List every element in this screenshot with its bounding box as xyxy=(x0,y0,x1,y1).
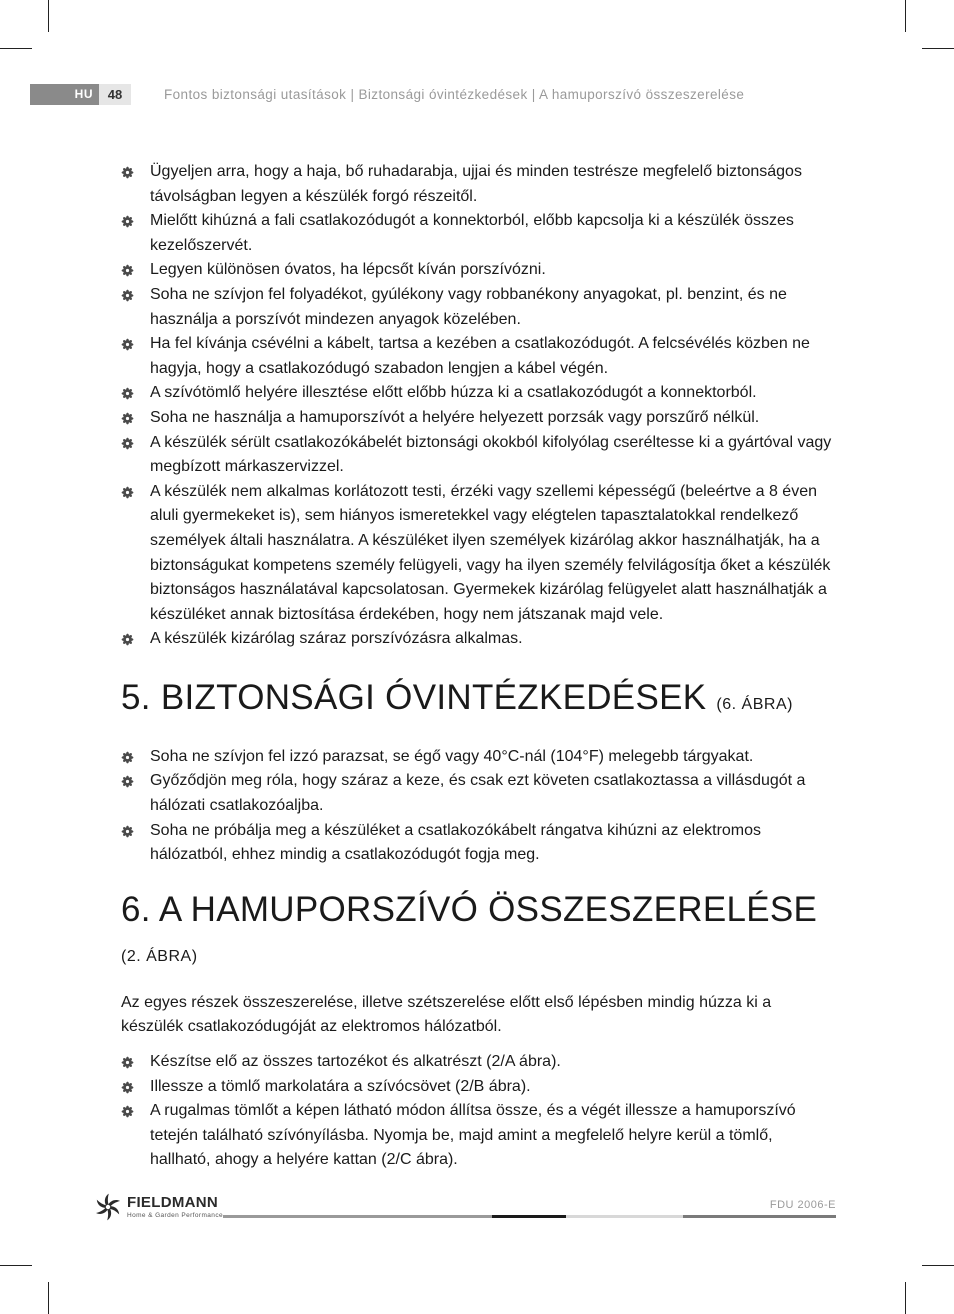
list-item xyxy=(121,381,836,406)
section-heading xyxy=(121,678,836,725)
list-item-text: Soha ne szívjon fel izzó parazsat, se égő vagy 40°C-nál (104°F) melegebb tárgyakat. xyxy=(150,747,754,765)
list-item xyxy=(121,769,836,818)
bullet-flower-icon xyxy=(121,387,134,400)
footer-rule xyxy=(566,1215,683,1218)
list-item xyxy=(121,431,836,480)
language-tab xyxy=(30,84,99,105)
precautions-list xyxy=(121,745,836,868)
list-item-text: Mielőtt kihúzná a fali csatlakozódugót a konnektorból, előbb kapcsolja ki a készülék összes kezelőszervét. xyxy=(150,212,794,254)
list-item-text: Illessze a tömlő markolatára a szívócsövet (2/B ábra). xyxy=(150,1077,531,1095)
brand-tagline: Home & Garden Performance xyxy=(127,1212,223,1219)
list-item xyxy=(121,480,836,628)
list-item-text: A készülék sérült csatlakozókábelét biztonsági okokból kifolyólag cseréltesse ki a gyártóval vagy megbízott márkaszervizzel. xyxy=(150,433,832,476)
running-head: Fontos biztonsági utasítások | Biztonsági óvintézkedések | A hamuporszívó összeszerelése xyxy=(164,87,745,102)
list-item-text: A készülék kizárólag száraz porszívózásra alkalmas. xyxy=(150,630,523,648)
bullet-flower-icon xyxy=(121,215,134,228)
crop-mark xyxy=(48,1282,49,1314)
figure-reference: (2. ÁBRA) xyxy=(121,947,198,965)
crop-mark xyxy=(922,48,954,49)
bullet-flower-icon xyxy=(121,775,134,788)
crop-mark xyxy=(922,1265,954,1266)
model-code: FDU 2006-E xyxy=(769,1199,836,1211)
footer-rule xyxy=(223,1215,492,1218)
figure-reference: (6. ÁBRA) xyxy=(716,695,793,713)
crop-mark xyxy=(905,1282,906,1314)
list-item xyxy=(121,160,836,209)
bullet-flower-icon xyxy=(121,1105,134,1118)
list-item-text: A szívótömlő helyére illesztése előtt előbb húzza ki a csatlakozódugót a konnektorból. xyxy=(150,384,757,402)
bullet-flower-icon xyxy=(121,1081,134,1094)
list-item-text: Soha ne próbálja meg a készüléket a csatlakozókábelt rángatva kihúzni az elektromos hálózatból, ehhez mindig a csatlakozódugót fogja meg. xyxy=(150,821,762,864)
bullet-flower-icon xyxy=(121,1056,134,1069)
brand-logo xyxy=(93,1192,223,1224)
section-heading xyxy=(121,890,836,977)
bullet-flower-icon xyxy=(121,289,134,302)
bullet-flower-icon xyxy=(121,412,134,425)
list-item xyxy=(121,819,836,868)
list-item xyxy=(121,1050,836,1075)
page-number: 48 xyxy=(107,87,123,102)
bullet-flower-icon xyxy=(121,264,134,277)
footer-rule xyxy=(492,1215,566,1218)
crop-mark xyxy=(0,1265,32,1266)
section-title: 5. BIZTONSÁGI ÓVINTÉZKEDÉSEK xyxy=(121,677,707,717)
list-item xyxy=(121,258,836,283)
list-item-text: Készítse elő az összes tartozékot és alkatrészt (2/A ábra). xyxy=(150,1053,561,1071)
brand-name: FIELDMANN xyxy=(127,1194,219,1211)
section-intro: Az egyes részek összeszerelése, illetve szétszerelése előtt első lépésben mindig húzza ki a készülék csatlakozódugóját az elektromos hálózatból. xyxy=(121,993,772,1036)
page-content xyxy=(121,160,836,1173)
list-item xyxy=(121,283,836,332)
crop-mark xyxy=(0,48,32,49)
list-item-text: A rugalmas tömlőt a képen látható módon állítsa össze, és a végét illessze a hamuporszívó tetején található szívónyílásba. Nyomja be, majd amint a megfelelő helyre kerül a tömlő, hallható, ahogy a helyére kattan (2/C ábra). xyxy=(150,1102,796,1169)
bullet-flower-icon xyxy=(121,437,134,450)
list-item xyxy=(121,406,836,431)
list-item-text: Ügyeljen arra, hogy a haja, bő ruhadarabja, ujjai és minden testrésze megfelelő biztonságos távolságban legyen a készülék forgó részeitől. xyxy=(150,163,802,205)
page-header xyxy=(30,84,910,105)
bullet-flower-icon xyxy=(121,825,134,838)
list-item xyxy=(121,627,836,652)
language-code: HU xyxy=(74,87,93,101)
assembly-steps-list xyxy=(121,1050,836,1173)
crop-mark xyxy=(905,0,906,32)
list-item-text: Legyen különösen óvatos, ha lépcsőt kíván porszívózni. xyxy=(150,261,546,279)
list-item-text: Győződjön meg róla, hogy száraz a keze, és csak ezt követen csatlakoztassa a villásdugót a hálózati csatlakozóaljba. xyxy=(150,772,806,815)
list-item-text: Soha ne használja a hamuporszívót a helyére helyezett porzsák vagy porszűrő nélkül. xyxy=(150,408,760,426)
crop-mark xyxy=(48,0,49,32)
list-item xyxy=(121,1099,836,1173)
list-item xyxy=(121,1075,836,1100)
list-item-text: A készülék nem alkalmas korlátozott testi, érzéki vagy szellemi képességű (beleértve a 8 éven aluli gyermekeket is), sem hiányos ismeretekkel vagy elégtelen tapasztalatokkal rendelkező személyek általi használatra. A készüléket ilyen személyek kizárólag akkor használhatják, ha a biztonságukat kompetens személy felügyeli, vagy ha ilyen személy felvilágosítja őket a készülék biztonságos használatával kapcsolatosan. Gyermekek kizárólag felügyelet alatt használhatják a készüléket annak biztosítása érdekében, hogy nem játszanak majd vele. xyxy=(150,482,831,623)
section-title: 6. A HAMUPORSZÍVÓ ÖSSZESZERELÉSE xyxy=(121,889,818,929)
list-item xyxy=(121,745,836,770)
footer-rule xyxy=(683,1215,836,1218)
list-item xyxy=(121,332,836,381)
bullet-flower-icon xyxy=(121,338,134,351)
page-number-box xyxy=(99,84,131,105)
bullet-flower-icon xyxy=(121,486,134,499)
bullet-flower-icon xyxy=(121,751,134,764)
list-item-text: Ha fel kívánja csévélni a kábelt, tartsa a kezében a csatlakozódugót. A felcsévélés közben ne hagyja, hogy a csatlakozódugó szabadon lengjen a kábel végén. xyxy=(150,335,810,377)
list-item-text: Soha ne szívjon fel folyadékot, gyúlékony vagy robbanékony anyagokat, pl. benzint, és ne használja a porszívót mindezen anyagok közelében. xyxy=(150,285,787,328)
fieldmann-swirl-icon xyxy=(93,1192,123,1222)
bullet-flower-icon xyxy=(121,166,134,179)
safety-instructions-list xyxy=(121,160,836,652)
bullet-flower-icon xyxy=(121,633,134,646)
list-item xyxy=(121,209,836,258)
